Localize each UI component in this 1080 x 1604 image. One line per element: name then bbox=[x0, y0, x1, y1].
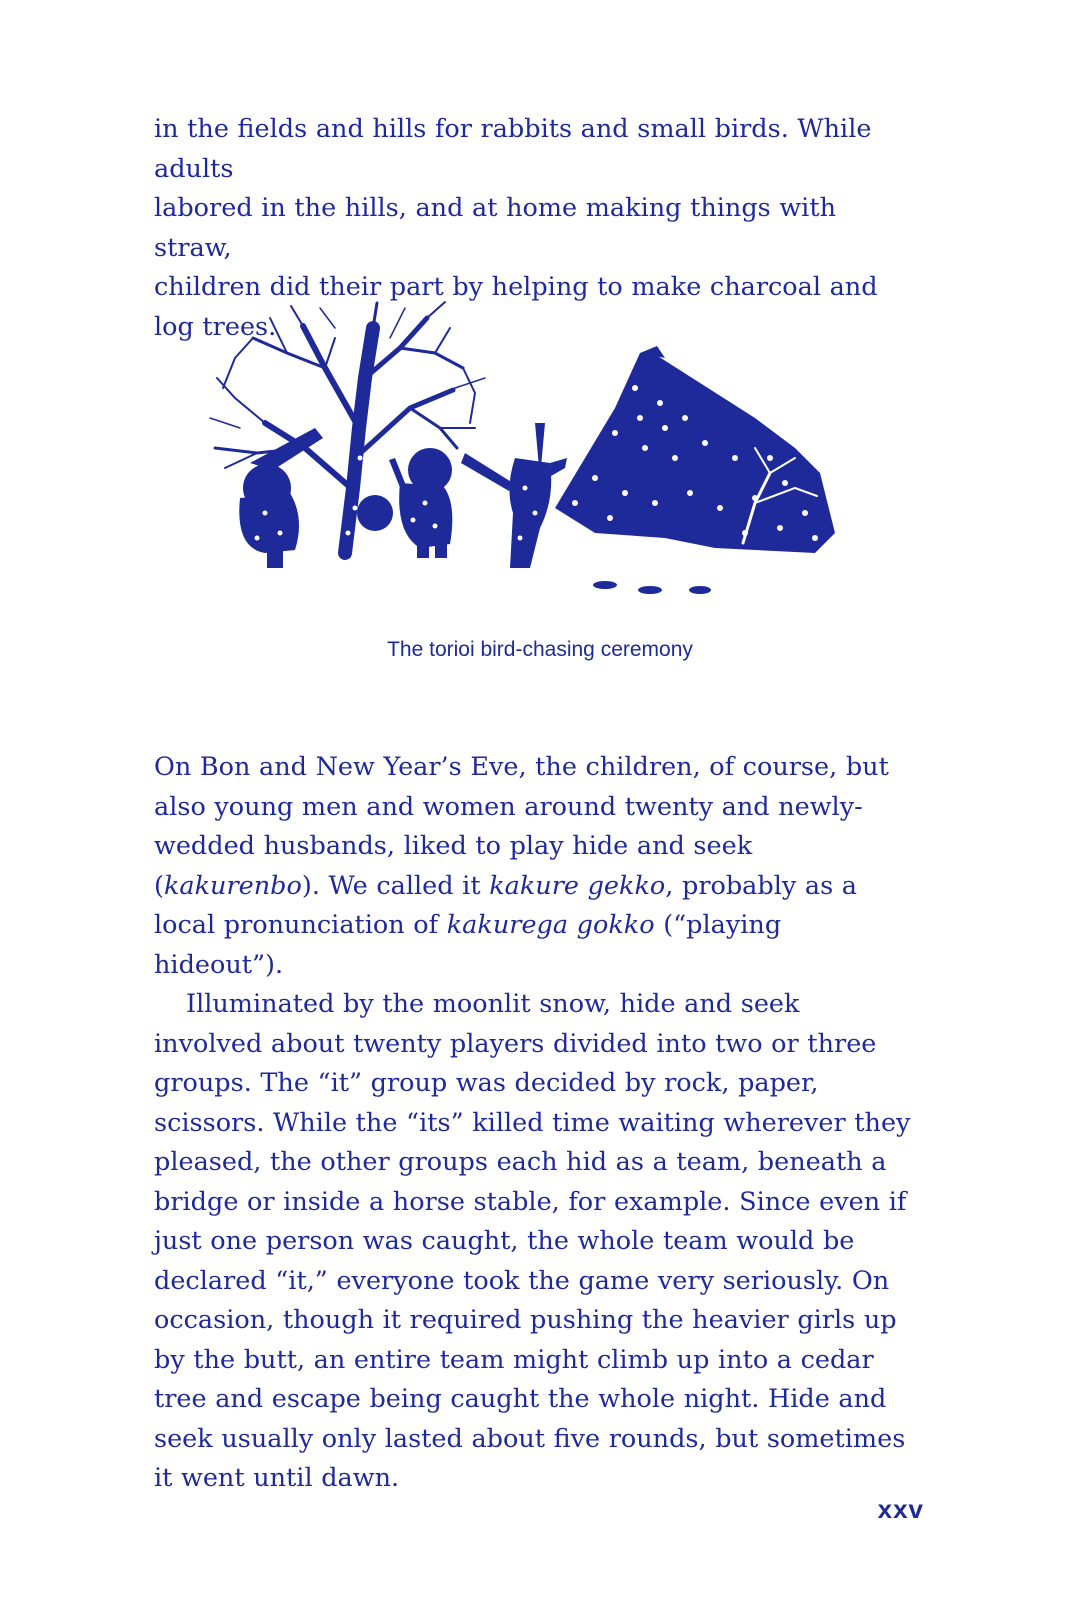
child-figure-pole bbox=[461, 423, 567, 568]
paragraph-1 bbox=[154, 748, 914, 985]
torioi-illustration bbox=[195, 298, 860, 608]
p1-text-1: On Bon and New Year’s Eve, the children, of course, but also young men and women around twenty and newly-wedded husbands, liked to play hide and seek ( bbox=[154, 752, 889, 901]
house-illustration bbox=[555, 346, 835, 553]
p1-term-kakurega-gokko: kakurega gokko bbox=[446, 910, 655, 940]
intro-line-2: labored in the hills, and at home making things with straw, bbox=[154, 193, 837, 263]
child-figure-basket bbox=[357, 448, 452, 558]
p1-text-4: (“playing hideout”). bbox=[154, 910, 782, 980]
paragraph-2: Illuminated by the moonlit snow, hide and seek involved about twenty players divided into two or three groups. The “it” group was decided by rock, paper, scissors. While the “its” killed time waiting wherever they pleased, the other groups each hid as a team, beneath a bridge or inside a horse stable, for example. Since even if just one person was caught, the whole team would be declared “it,” everyone took the game very seriously. On occasion, though it required pushing the heavier girls up by the butt, an entire team might climb up into a cedar tree and escape being caught the whole night. Hide and seek usually only lasted about five rounds, but sometimes it went until dawn. bbox=[154, 989, 911, 1493]
figure-caption: The torioi bird-chasing ceremony bbox=[387, 638, 693, 661]
p1-text-2: ). We called it bbox=[301, 870, 490, 901]
intro-line-1: in the fields and hills for rabbits and small birds. While adults bbox=[154, 114, 872, 184]
footprints bbox=[593, 581, 711, 594]
p1-term-kakurenbo: kakurenbo bbox=[163, 870, 302, 901]
page-number: xxv bbox=[877, 1494, 924, 1524]
p1-text-3: , probably as a local pronunciation of bbox=[154, 870, 857, 940]
intro-line-3: children did their part by helping to make charcoal and log trees. bbox=[154, 272, 878, 342]
p1-term-kakure-gekko: kakure gekko bbox=[489, 870, 666, 901]
main-text bbox=[154, 748, 914, 1499]
